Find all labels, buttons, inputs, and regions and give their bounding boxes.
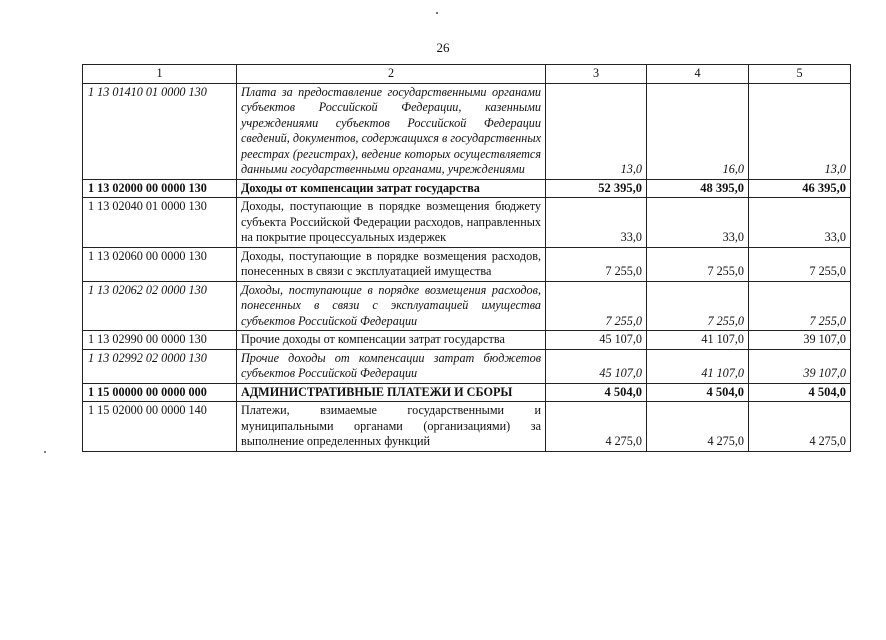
row-name: Платежи, взимаемые государственными и муниципальными органами (организациями) за выполнение определенных функций (237, 402, 546, 452)
row-name: Плата за предоставление государственными органами субъектов Российской Федерации, казенными учреждениями субъектов Российской Федерации сведений, документов, содержащихся в государственных реестрах (регистрах), ведение которых осуществляется данными государственными органами, учреждениями (237, 83, 546, 179)
row-value-5: 4 275,0 (749, 402, 851, 452)
row-code: 1 13 02992 02 0000 130 (83, 349, 237, 383)
row-value-5: 13,0 (749, 83, 851, 179)
row-value-4: 7 255,0 (647, 281, 749, 331)
row-code: 1 13 01410 01 0000 130 (83, 83, 237, 179)
row-code: 1 13 02990 00 0000 130 (83, 331, 237, 350)
scan-speck (436, 12, 438, 14)
column-header: 2 (237, 65, 546, 84)
row-value-3: 4 504,0 (546, 383, 647, 402)
table-row (83, 281, 851, 331)
table-row (83, 247, 851, 281)
row-value-4: 41 107,0 (647, 331, 749, 350)
row-value-5: 33,0 (749, 198, 851, 248)
column-header: 5 (749, 65, 851, 84)
row-value-5: 7 255,0 (749, 247, 851, 281)
row-name: Прочие доходы от компенсации затрат государства (237, 331, 546, 350)
row-value-5: 4 504,0 (749, 383, 851, 402)
row-value-5: 39 107,0 (749, 331, 851, 350)
row-name: Доходы, поступающие в порядке возмещения расходов, понесенных в связи с эксплуатацией имущества субъектов Российской Федерации (237, 281, 546, 331)
header-row (83, 65, 851, 84)
row-value-5: 7 255,0 (749, 281, 851, 331)
column-header: 4 (647, 65, 749, 84)
row-value-4: 7 255,0 (647, 247, 749, 281)
row-name: Доходы, поступающие в порядке возмещения расходов, понесенных в связи с эксплуатацией имущества (237, 247, 546, 281)
row-code: 1 15 02000 00 0000 140 (83, 402, 237, 452)
row-code: 1 13 02062 02 0000 130 (83, 281, 237, 331)
row-value-5: 39 107,0 (749, 349, 851, 383)
revenue-table (82, 64, 851, 452)
row-value-4: 41 107,0 (647, 349, 749, 383)
row-value-3: 4 275,0 (546, 402, 647, 452)
row-value-3: 45 107,0 (546, 331, 647, 350)
table-row (83, 331, 851, 350)
row-name: Доходы от компенсации затрат государства (237, 179, 546, 198)
row-value-3: 7 255,0 (546, 281, 647, 331)
row-name: АДМИНИСТРАТИВНЫЕ ПЛАТЕЖИ И СБОРЫ (237, 383, 546, 402)
row-code: 1 13 02060 00 0000 130 (83, 247, 237, 281)
row-value-4: 48 395,0 (647, 179, 749, 198)
table-row (83, 83, 851, 179)
row-code: 1 15 00000 00 0000 000 (83, 383, 237, 402)
row-value-3: 7 255,0 (546, 247, 647, 281)
row-value-4: 4 275,0 (647, 402, 749, 452)
table-row (83, 383, 851, 402)
row-value-5: 46 395,0 (749, 179, 851, 198)
row-value-4: 16,0 (647, 83, 749, 179)
table-row (83, 198, 851, 248)
page-number: 26 (436, 40, 450, 55)
column-header: 3 (546, 65, 647, 84)
row-value-4: 33,0 (647, 198, 749, 248)
scan-speck (44, 451, 46, 453)
row-value-3: 33,0 (546, 198, 647, 248)
row-code: 1 13 02040 01 0000 130 (83, 198, 237, 248)
row-code: 1 13 02000 00 0000 130 (83, 179, 237, 198)
table-row (83, 179, 851, 198)
table-row (83, 402, 851, 452)
row-value-3: 52 395,0 (546, 179, 647, 198)
row-name: Доходы, поступающие в порядке возмещения бюджету субъекта Российской Федерации расходов, направленных на покрытие процессуальных издержек (237, 198, 546, 248)
row-name: Прочие доходы от компенсации затрат бюджетов субъектов Российской Федерации (237, 349, 546, 383)
row-value-3: 13,0 (546, 83, 647, 179)
table-body (83, 83, 851, 451)
row-value-4: 4 504,0 (647, 383, 749, 402)
row-value-3: 45 107,0 (546, 349, 647, 383)
table-row (83, 349, 851, 383)
column-header: 1 (83, 65, 237, 84)
